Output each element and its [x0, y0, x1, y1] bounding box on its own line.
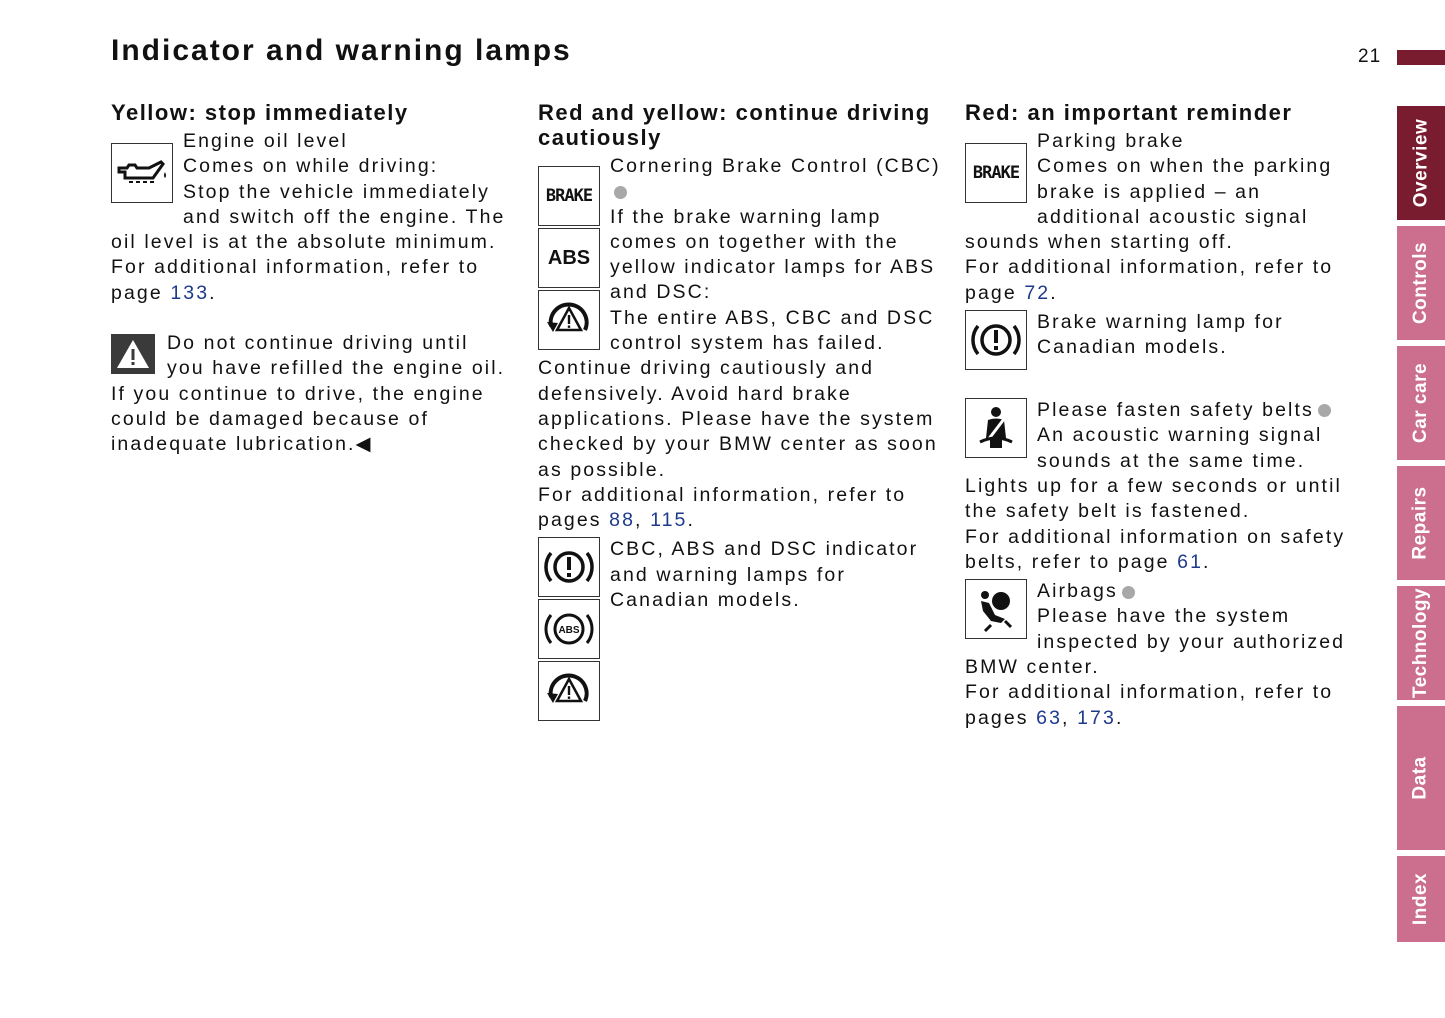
- page-link-133[interactable]: 133: [170, 281, 210, 304]
- page-title: Indicator and warning lamps: [111, 34, 572, 67]
- svg-text:ABS: ABS: [558, 625, 580, 637]
- tab-index[interactable]: Index: [1397, 856, 1445, 942]
- oil-text-2: Stop the vehicle immediately and switch off the engine. The oil level is at the absolute minimum.: [111, 180, 506, 254]
- failure-text: The entire ABS, CBC and DSC control system has failed. Continue driving cautiously and defensively. Avoid hard brake applications. Please have the system checked by your BMW center as soon as possible.: [538, 306, 938, 481]
- seat-belt-block: [965, 398, 1370, 575]
- warning-triangle-icon: [111, 334, 155, 374]
- airbag-title: Airbags: [965, 579, 1370, 604]
- page-link-173[interactable]: 173: [1077, 706, 1116, 729]
- belt-title: Please fasten safety belts: [965, 398, 1370, 423]
- parking-text: Comes on when the parking brake is applied – an additional acoustic signal sounds when starting off.: [965, 155, 1333, 254]
- oil-title: Engine oil level: [183, 130, 348, 152]
- canadian-icon-stack: [538, 537, 600, 721]
- section-heading-yellow: Yellow: stop immediately: [111, 100, 409, 125]
- canadian-lamps-text: CBC, ABS and DSC indicator and warning lamps for Canadian models.: [610, 538, 919, 612]
- page-number: 21: [1358, 46, 1382, 67]
- page-link-115[interactable]: 115: [650, 509, 688, 532]
- belt-indicator-dot: [1318, 404, 1331, 417]
- tab-overview[interactable]: Overview: [1397, 106, 1445, 220]
- abs-circle-icon: [538, 599, 600, 659]
- parking-brake-icon: BRAKE: [965, 143, 1027, 203]
- airbag-reference: For additional information, refer to pages 63, 173.: [965, 681, 1334, 729]
- canadian-lamps-block: [538, 537, 946, 637]
- cbc-block: [538, 154, 946, 533]
- column-red-yellow: [538, 100, 946, 723]
- yellow-indicator-dot: [614, 186, 627, 199]
- parking-reference: For additional information, refer to page 72.: [965, 256, 1334, 304]
- airbag-block: [965, 579, 1370, 731]
- dsc-icon: [538, 290, 600, 350]
- column-red: [965, 100, 1370, 731]
- cbc-reference: For additional information, refer to pages 88, 115.: [538, 483, 907, 532]
- warning-text: Do not continue driving until you have refilled the engine oil. If you continue to drive, the engine could be damaged because of inadequate lubrication.◀: [111, 332, 506, 456]
- brake-circle-icon: [538, 537, 600, 597]
- parking-title: Parking brake: [1037, 130, 1185, 152]
- cbc-icon-stack: [538, 166, 600, 350]
- tab-technology[interactable]: Technology: [1397, 586, 1445, 700]
- page-link-63[interactable]: 63: [1036, 706, 1063, 729]
- column-yellow: [111, 100, 511, 458]
- section-heading-red-yellow: Red and yellow: continue driving cautiously: [538, 100, 931, 150]
- page-link-61[interactable]: 61: [1177, 550, 1204, 573]
- cbc-text: If the brake warning lamp comes on together with the yellow indicator lamps for ABS and DSC:: [610, 205, 936, 304]
- page-link-88[interactable]: 88: [609, 509, 636, 532]
- page-accent-bar: [1397, 50, 1445, 65]
- tab-controls[interactable]: Controls: [1397, 226, 1445, 340]
- canada-brake-block: [965, 310, 1370, 361]
- end-mark-icon: ◀: [355, 433, 373, 456]
- parking-brake-block: [965, 129, 1370, 306]
- dsc-icon-canada: [538, 661, 600, 721]
- airbag-text: Please have the system inspected by your authorized BMW center.: [965, 605, 1346, 679]
- abs-icon: ABS: [538, 228, 600, 288]
- belt-reference: For additional information on safety belts, refer to page 61.: [965, 525, 1346, 573]
- brake-circle-icon-canada: [965, 310, 1027, 370]
- tab-data[interactable]: Data: [1397, 706, 1445, 850]
- oil-can-icon: [111, 143, 173, 203]
- oil-reference: For additional information, refer to page 133.: [111, 256, 480, 304]
- canada-brake-text: Brake warning lamp for Canadian models.: [1037, 311, 1284, 359]
- warning-note: [111, 331, 511, 457]
- cbc-title: Cornering Brake Control (CBC): [538, 154, 946, 205]
- section-heading-red: Red: an important reminder: [965, 100, 1293, 125]
- tab-car-care[interactable]: Car care: [1397, 346, 1445, 460]
- tab-repairs[interactable]: Repairs: [1397, 466, 1445, 580]
- airbag-icon: [965, 579, 1027, 639]
- seat-belt-icon: [965, 398, 1027, 458]
- belt-text: An acoustic warning signal sounds at the same time. Lights up for a few seconds or until the safety belt is fastened.: [965, 424, 1342, 523]
- oil-text-1: Comes on while driving:: [183, 155, 439, 178]
- brake-icon: BRAKE: [538, 166, 600, 226]
- page-link-72[interactable]: 72: [1024, 281, 1051, 304]
- oil-level-block: [111, 129, 511, 306]
- airbag-indicator-dot: [1122, 586, 1135, 599]
